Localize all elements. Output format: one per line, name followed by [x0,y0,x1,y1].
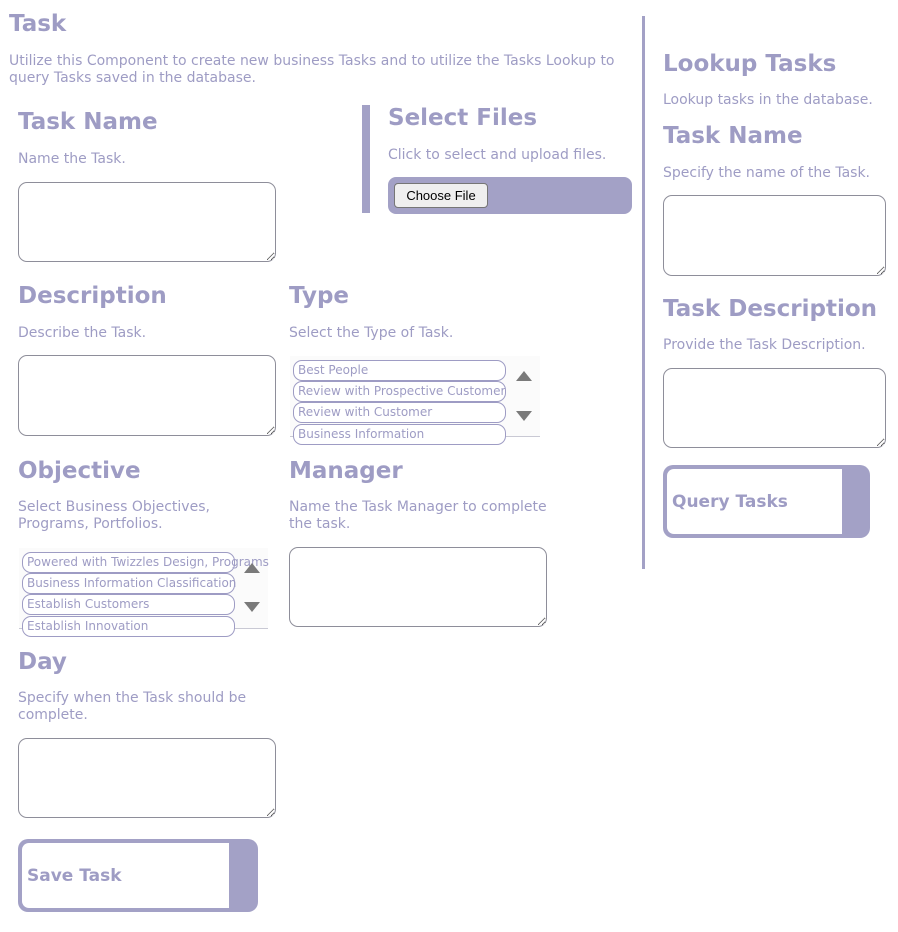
type-option[interactable]: Business Information [293,424,506,445]
lookup-desc: Lookup tasks in the database. [663,92,873,108]
scroll-up-icon[interactable] [244,563,260,573]
manager-label: Manager [289,458,403,484]
scroll-down-icon[interactable] [516,411,532,421]
select-files-desc: Click to select and upload files. [388,147,607,163]
task-name-input[interactable] [18,182,276,262]
task-name-desc: Name the Task. [18,151,126,167]
lookup-task-desc-label: Task Description [663,296,877,322]
save-task-button[interactable] [18,839,258,912]
type-option[interactable]: Review with Prospective Customer [293,381,506,402]
scroll-up-icon[interactable] [516,371,532,381]
panel-divider [642,16,645,569]
day-input[interactable] [18,738,276,818]
select-files-label: Select Files [388,105,538,131]
objective-option[interactable]: Establish Innovation [22,616,235,637]
manager-input[interactable] [289,547,547,627]
lookup-task-name-input[interactable] [663,195,886,276]
type-label: Type [289,283,350,309]
choose-file-button[interactable]: Choose File [394,183,488,208]
type-listbox[interactable] [290,356,540,441]
description-desc: Describe the Task. [18,325,147,341]
objective-option[interactable]: Powered with Twizzles Design, Programs [22,552,235,573]
description-input[interactable] [18,355,276,436]
lookup-title: Lookup Tasks [663,51,837,77]
select-files-divider [362,105,370,213]
manager-desc: Name the Task Manager to complete the task. [289,499,547,532]
objective-option[interactable]: Business Information Classification [22,573,235,594]
objective-listbox[interactable] [19,548,269,633]
scroll-down-icon[interactable] [244,602,260,612]
day-desc: Specify when the Task should be complete. [18,690,247,723]
objective-desc: Select Business Objectives, Programs, Portfolios. [18,499,210,532]
type-desc: Select the Type of Task. [289,325,454,341]
save-task-button-label: Save Task [22,843,229,908]
lookup-task-name-desc: Specify the name of the Task. [663,165,871,181]
objective-label: Objective [18,458,141,484]
lookup-task-desc-desc: Provide the Task Description. [663,337,866,353]
lookup-task-desc-input[interactable] [663,368,886,448]
page-intro: Utilize this Component to create new business Tasks and to utilize the Tasks Lookup to query Tasks saved in the database. [9,53,615,86]
page-title: Task [9,11,67,37]
day-label: Day [18,649,67,675]
type-option[interactable]: Best People [293,360,506,381]
lookup-task-name-label: Task Name [663,123,803,149]
objective-option[interactable]: Establish Customers [22,594,235,615]
type-option[interactable]: Review with Customer [293,402,506,423]
task-name-label: Task Name [18,109,158,135]
query-tasks-button-label: Query Tasks [667,469,842,534]
query-tasks-button[interactable] [663,465,870,538]
description-label: Description [18,283,167,309]
